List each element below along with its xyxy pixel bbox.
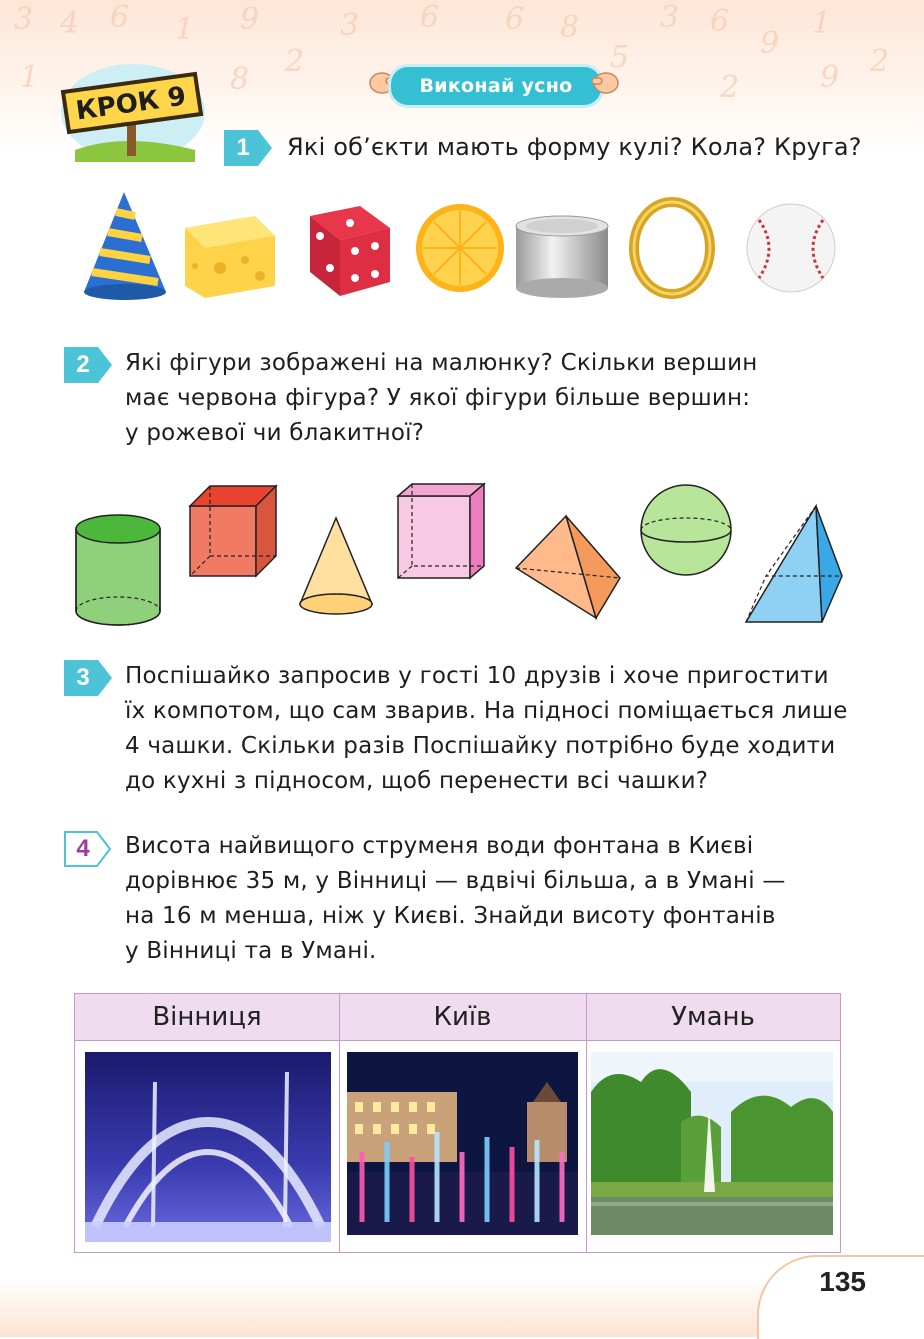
orange-slice-image	[416, 204, 504, 292]
task-2-number: 2	[64, 345, 116, 385]
column-divider	[586, 994, 587, 1252]
cheese-block-image	[185, 216, 275, 298]
red-cube-shape	[190, 486, 276, 576]
task-1-number: 1	[224, 128, 276, 168]
green-sphere-shape	[641, 485, 731, 575]
pointing-hand-right-icon	[592, 66, 620, 100]
party-hat-cone-image	[84, 192, 166, 300]
header-vinnytsia: Вінниця	[152, 1002, 262, 1032]
header-kyiv: Київ	[433, 1002, 492, 1032]
shapes-row	[70, 480, 860, 630]
tin-can-image	[516, 216, 608, 298]
task-4-text: Висота найвищого струменя води фонтана в Києві дорівнює 35 м, у Вінниці — вдвічі більша, а в Умані — на 16 м менша, ніж у Києві. Знайди висоту фонтанів у Вінниці та в Умані.	[125, 833, 786, 964]
page-number: 135	[819, 1266, 866, 1297]
objects-row	[80, 188, 850, 308]
kyiv-fountain-photo	[347, 1052, 578, 1235]
pink-prism-shape	[398, 484, 484, 578]
task-4-number: 4	[64, 829, 116, 869]
blue-pyramid-shape	[746, 506, 842, 622]
step-label: КРОК 9	[74, 81, 188, 127]
orange-tetrahedron-shape	[516, 516, 620, 618]
uman-fountain-photo	[591, 1052, 833, 1235]
yellow-cone-shape	[300, 518, 372, 614]
fountain-table	[74, 993, 841, 1253]
task-3-text: Поспішайко запросив у гості 10 друзів і хоче пригостити їх компотом, що сам зварив. На підносі поміщається лише 4 чашки. Скільки разів Поспішайку потрібно буде ходити до кухні з підносом, щоб перенести всі чашки?	[125, 663, 848, 794]
table-header-row	[75, 994, 840, 1041]
header-uman: Умань	[671, 1002, 755, 1032]
task-3-number: 3	[64, 658, 116, 698]
step-badge	[55, 52, 205, 162]
green-cylinder-shape	[76, 515, 160, 625]
decorative-digits: 3 4 6 1 9 2 3 6 6 8 5 3 6 9 1 2 1 8 2 9	[14, 0, 890, 105]
task-2-text: Які фігури зображені на малюнку? Скільки вершин має червона фігура? У якої фігури більше вершин: у рожевої чи блакитної?	[125, 350, 758, 446]
oral-task-label: Виконай усно	[388, 64, 604, 108]
gold-ring-image	[634, 202, 710, 294]
task-1-text: Які об’єкти мають форму кулі? Кола? Круга?	[287, 133, 862, 161]
red-dice-image	[310, 206, 390, 296]
column-divider	[339, 994, 340, 1252]
baseball-image	[747, 204, 835, 292]
vinnytsia-fountain-photo	[85, 1052, 331, 1242]
